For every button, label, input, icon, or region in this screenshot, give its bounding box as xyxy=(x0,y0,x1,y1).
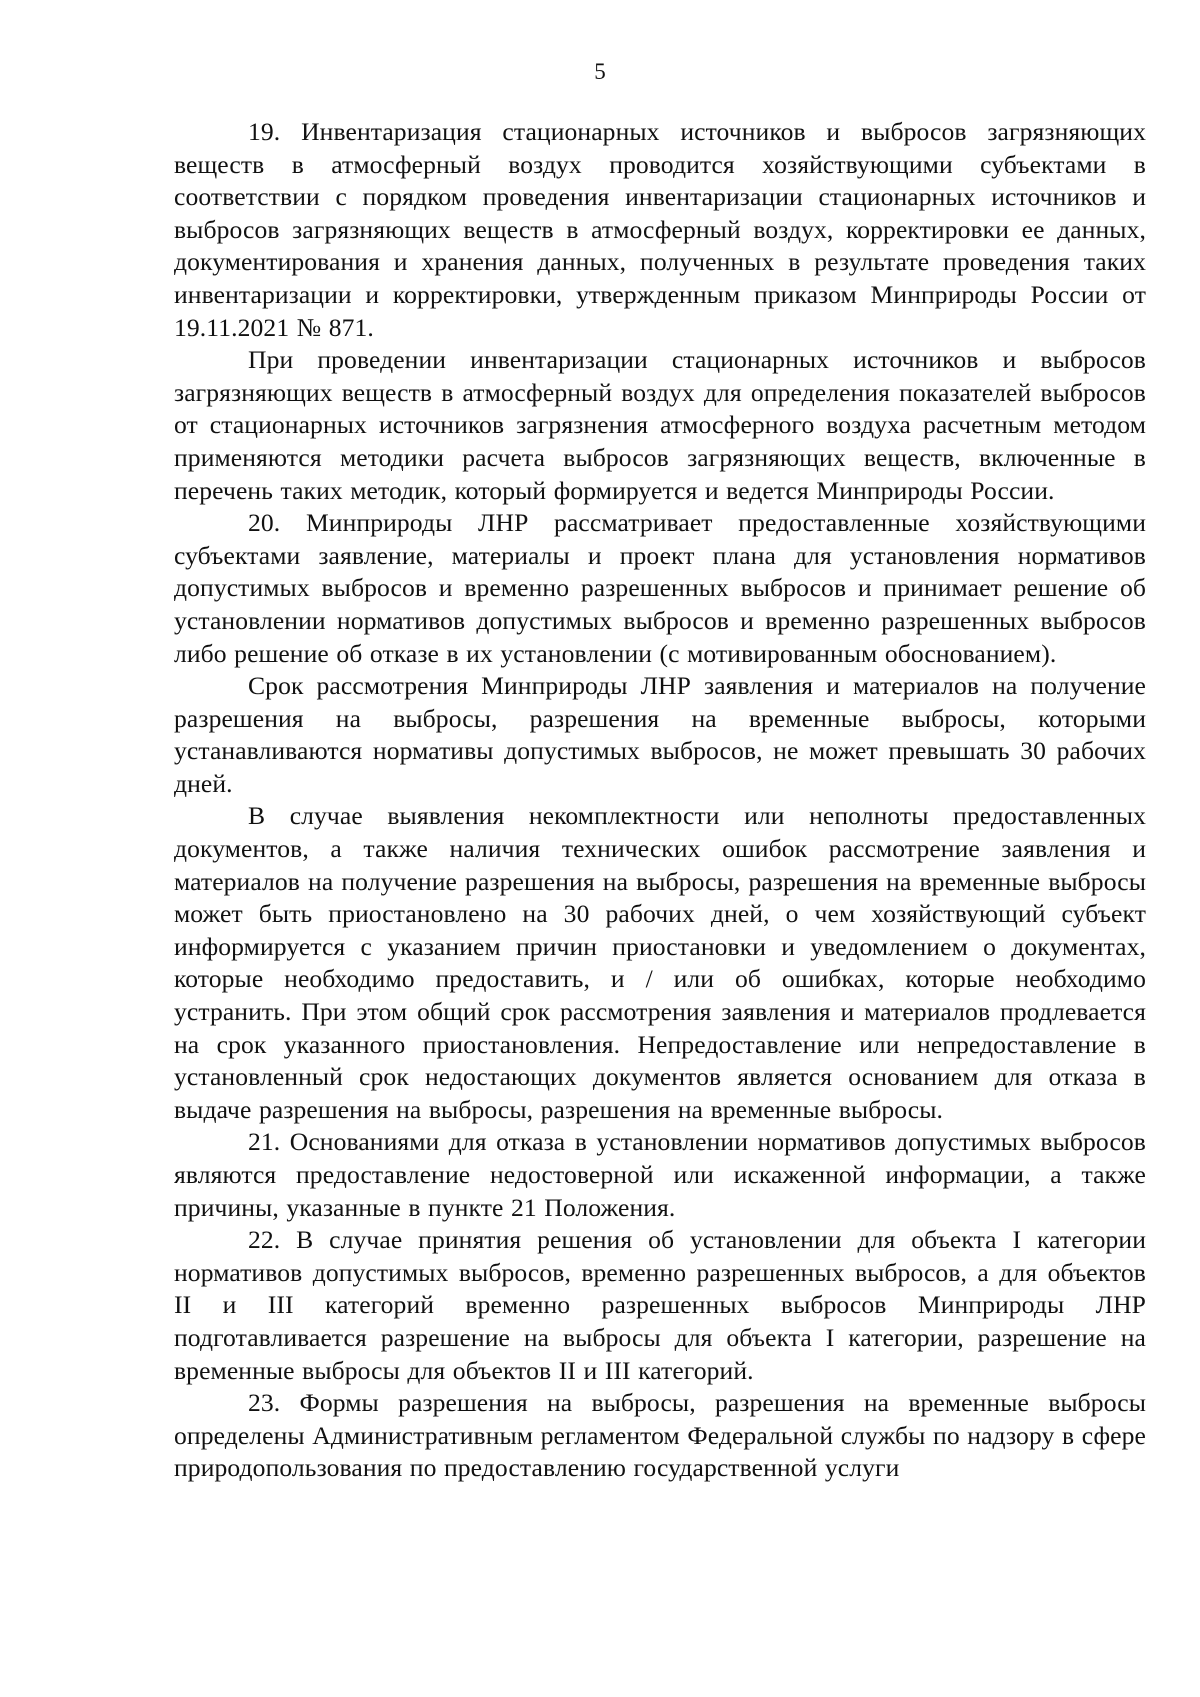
paragraph-19: 19. Инвентаризация стационарных источников и выбросов загрязняющих веществ в атмосферный воздух проводится хозяйствующими субъектами в соответствии с порядком проведения инвентаризации стационарных источников и выбросов загрязняющих веществ в атмосферный воздух, корректировки ее данных, документирования и хранения данных, полученных в результате проведения таких инвентаризации и корректировки, утвержденным приказом Минприроды России от 19.11.2021 № 871. xyxy=(174,117,1146,342)
paragraph-23: 23. Формы разрешения на выбросы, разрешения на временные выбросы определены Административным регламентом Федеральной службы по надзору в сфере природопользования по предоставлению государственной услуги xyxy=(174,1388,1146,1483)
document-body xyxy=(174,116,1146,1485)
paragraph-20-review-period: Срок рассмотрения Минприроды ЛНР заявления и материалов на получение разрешения на выбросы, разрешения на временные выбросы, которыми устанавливаются нормативы допустимых выбросов, не может превышать 30 рабочих дней. xyxy=(174,671,1146,798)
paragraph-21: 21. Основаниями для отказа в установлении нормативов допустимых выбросов являются предоставление недостоверной или искаженной информации, а также причины, указанные в пункте 21 Положения. xyxy=(174,1127,1146,1222)
page-number: 5 xyxy=(594,59,606,84)
paragraph-20-suspension: В случае выявления некомплектности или неполноты предоставленных документов, а также наличия технических ошибок рассмотрение заявления и материалов на получение разрешения на выбросы, разрешения на временные выбросы может быть приостановлено на 30 рабочих дней, о чем хозяйствующий субъект информируется с указанием причин приостановки и уведомлением о документах, которые необходимо предоставить, и / или об ошибках, которые необходимо устранить. При этом общий срок рассмотрения заявления и материалов продлевается на срок указанного приостановления. Непредоставление или непредоставление в установленный срок недостающих документов является основанием для отказа в выдаче разрешения на выбросы, разрешения на временные выбросы. xyxy=(174,801,1146,1124)
paragraph-20: 20. Минприроды ЛНР рассматривает предоставленные хозяйствующими субъектами заявление, материалы и проект плана для установления нормативов допустимых выбросов и временно разрешенных выбросов и принимает решение об установлении нормативов допустимых выбросов и временно разрешенных выбросов либо решение об отказе в их установлении (с мотивированным обоснованием). xyxy=(174,508,1146,668)
paragraph-22: 22. В случае принятия решения об установлении для объекта I категории нормативов допустимых выбросов, временно разрешенных выбросов, а для объектов II и III категорий временно разрешенных выбросов Минприроды ЛНР подготавливается разрешение на выбросы для объекта I категории, разрешение на временные выбросы для объектов II и III категорий. xyxy=(174,1225,1146,1385)
paragraph-19-inventory-methods: При проведении инвентаризации стационарных источников и выбросов загрязняющих веществ в атмосферный воздух для определения показателей выбросов от стационарных источников загрязнения атмосферного воздуха расчетным методом применяются методики расчета выбросов загрязняющих веществ, включенные в перечень таких методик, который формируется и ведется Минприроды России. xyxy=(174,345,1146,505)
